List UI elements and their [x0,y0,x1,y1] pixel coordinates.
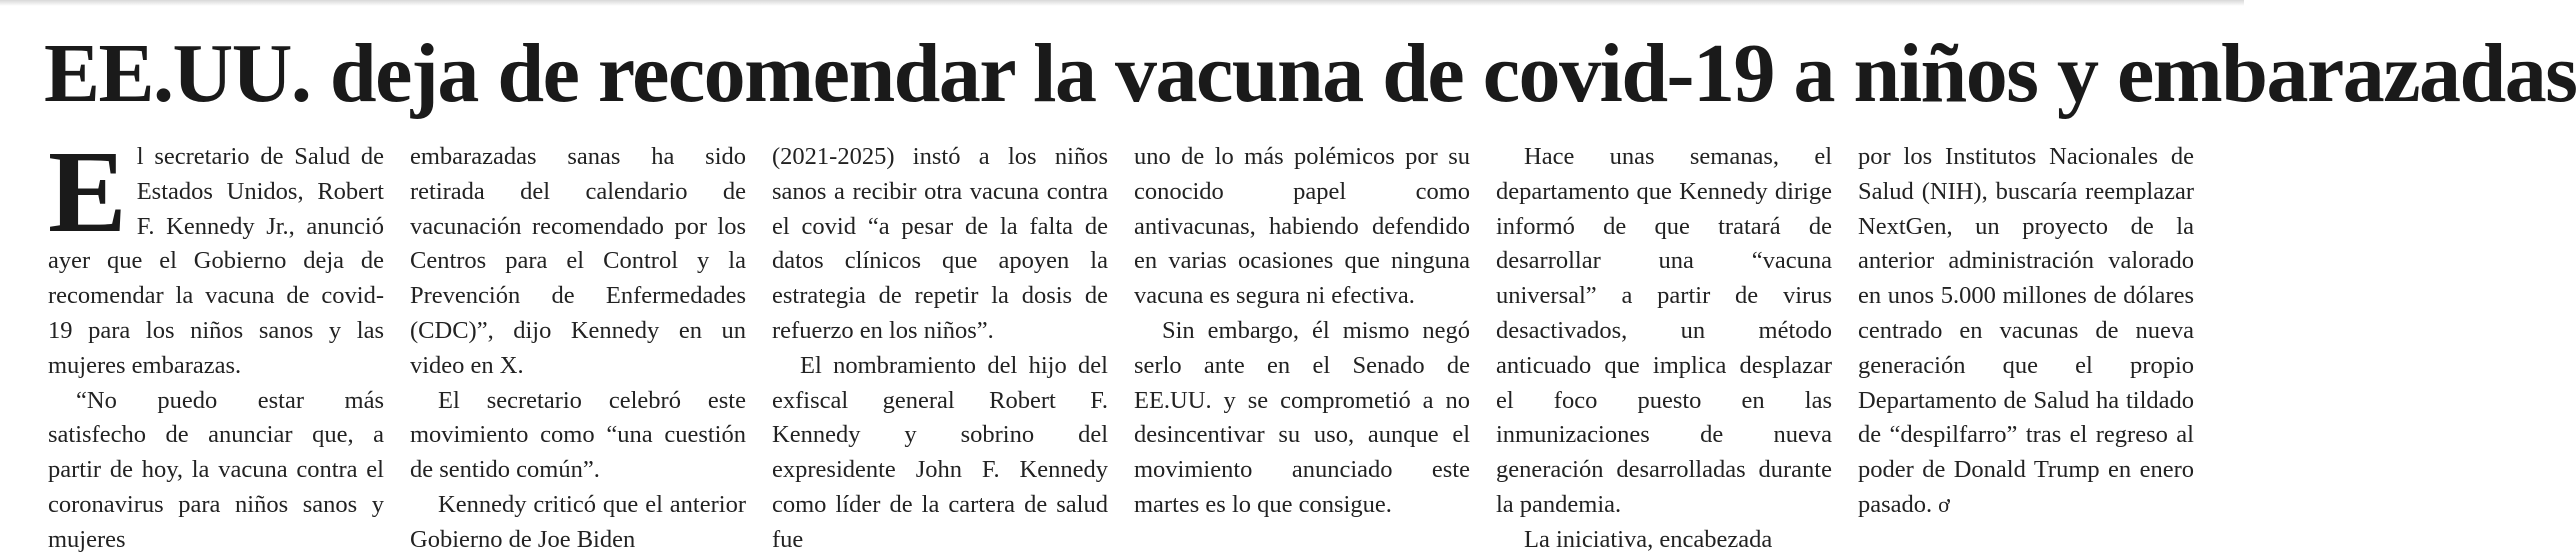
column-5 [1496,140,1832,558]
paragraph: embarazadas sanas ha sido retirada del calendario de vacunación recomendado por los Centros para el Control y la Prevención de Enfermedades (CDC)”, dijo Kennedy en un video en X. [410,143,746,379]
paragraph: (2021-2025) instó a los niños sanos a recibir otra vacuna contra el covid “a pesar de la falta de datos clínicos que apoyen la estrategia de repetir la dosis de refuerzo en los niños”. [772,143,1108,344]
paragraph: El secretario celebró este movimiento como “una cuestión de sentido común”. [410,386,746,484]
column-3 [772,140,1108,558]
column-4 [1134,140,1470,523]
drop-cap: E [48,126,127,257]
paragraph: El nombramiento del hijo del exfiscal general Robert F. Kennedy y sobrino del expresidente John F. Kennedy como líder de la cartera de salud fue [772,351,1108,553]
paragraph [1858,140,2194,523]
article-body [48,126,2196,553]
column-6 [1858,140,2194,523]
paragraph [48,126,384,384]
top-rule [0,0,2244,6]
paragraph: La iniciativa, encabezada [1524,525,1773,553]
headline: EE.UU. deja de recomendar la vacuna de covid-19 a niños y embarazadas [44,27,2576,120]
paragraph-text: l secretario de Salud de Estados Unidos, Robert F. Kennedy Jr., anunció ayer que el Gobierno deja de recomendar la vacuna de covid-19 para los niños sanos y las mujeres embarazas. [48,143,384,379]
column-1 [48,126,384,558]
paragraph: Sin embargo, él mismo negó serlo ante en el Senado de EE.UU. y se comprometió a no desincentivar su uso, aunque el movimiento anunciado este martes es lo que consigue. [1134,316,1470,518]
paragraph: uno de lo más polémicos por su conocido papel como antivacunas, habiendo defendido en varias ocasiones que ninguna vacuna es segura ni efectiva. [1134,143,1470,310]
paragraph-text: por los Institutos Nacionales de Salud (NIH), buscaría reemplazar NextGen, un proyecto de la anterior administración valorado en unos 5.000 millones de dólares centrado en vacunas de nueva generación que el propio Departamento de Salud ha tildado de “despilfarro” tras el regreso al poder de Donald Trump en enero pasado. [1858,143,2194,518]
column-2 [410,140,746,558]
paragraph: Hace unas semanas, el departamento que Kennedy dirige informó de que tratará de desarrollar una “vacuna universal” a partir de virus desactivados, un método anticuado que implica desplazar el foco puesto en las inmunizaciones de nueva generación desarrolladas durante la pandemia. [1496,143,1832,518]
paragraph: “No puedo estar más satisfecho de anunciar que, a partir de hoy, la vacuna contra el coronavirus para niños sanos y mujeres [48,386,384,553]
paragraph: Kennedy criticó que el anterior Gobierno de Joe Biden [410,490,746,553]
end-mark-icon: ơ [1938,491,1950,517]
